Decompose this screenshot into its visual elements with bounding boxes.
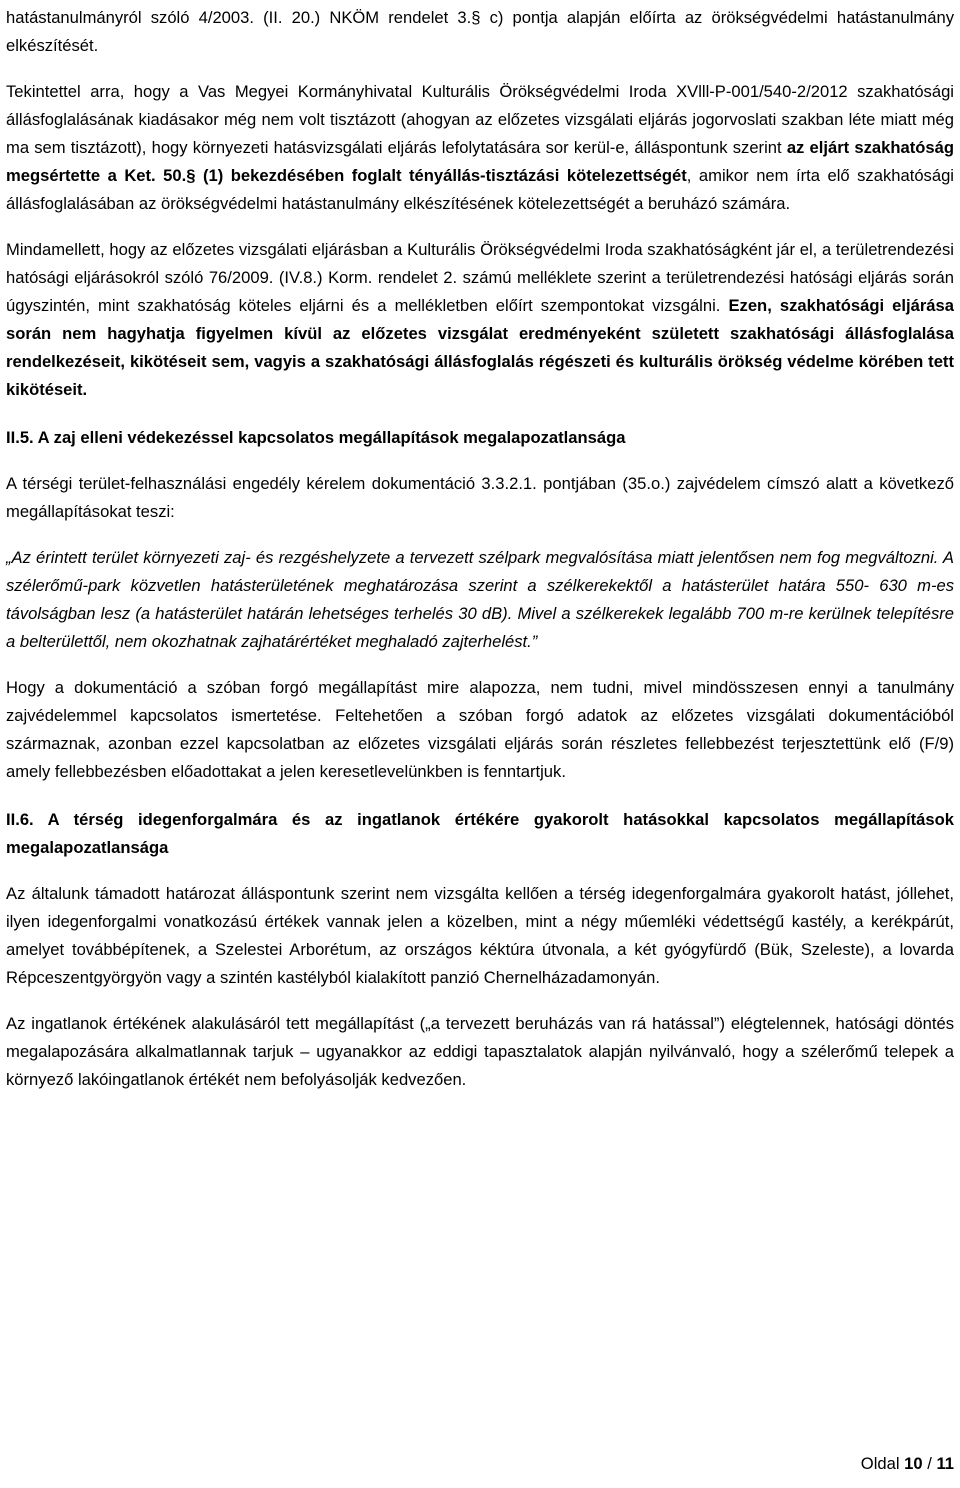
footer-page-total: 11 [936,1454,954,1473]
paragraph-2-text-a: Tekintettel arra, hogy a Vas Megyei Kormányhivatal Kulturális Örökségvédelmi Iroda XVlll-P-001/540-2/2012 szakhatósági állásfoglalásának kiadásakor még nem volt tisztázott (ahogyan az előzetes vizsgálati eljárás jogorvoslati szakban léte miatt még ma sem tisztázott), hogy környezeti hatásvizsgálati eljárás lefolytatására sor kerül-e, álláspontunk szerint [6,82,954,157]
section-number-ii-5: II.5. [6,428,38,447]
page-footer [861,1450,954,1478]
paragraph-3 [6,236,954,404]
paragraph-2 [6,78,954,218]
paragraph-6: Hogy a dokumentáció a szóban forgó megállapítást mire alapozza, nem tudni, mivel mindösszesen ennyi a tanulmány zajvédelemmel kapcsolatos ismertetése. Feltehetően a szóban forgó adatok az előzetes vizsgálati dokumentációból származnak, azonban ezzel kapcsolatban az előzetes vizsgálati eljárás során részletes fellebbezést terjesztettünk elő (F/9) amely fellebbezésben előadottakat a jelen keresetlevelünkben is fenntartjuk. [6,678,954,781]
paragraph-8: Az ingatlanok értékének alakulásáról tett megállapítást („a tervezett beruházás van rá hatással”) elégtelennek, hatósági döntés megalapozására alkalmatlannak tarjuk – ugyanakkor az eddigi tapasztalatok alapján nyilvánvaló, hogy a szélerőmű telepek a környező lakóingatlanok értékét nem befolyásolják kedvezően. [6,1014,954,1089]
quoted-passage: „Az érintett terület környezeti zaj- és rezgéshelyzete a tervezett szélpark megvalósítása miatt jelentősen nem fog megváltozni. A szélerőmű-park közvetlen hatásterületének meghatározása szerint a szélkerekektől a hatásterület határa 550- 630 m-es távolságban lesz (a hatásterület határán lehetséges terhelés 30 dB). Mivel a szélkerekek legalább 700 m-re kerülnek telepítésre a belterülettől, nem okozhatnak zajhatárértéket meghaladó zajterhelést.” [6,548,954,651]
document-body [6,4,954,1094]
section-heading-ii-6: II.6. A térség idegenforgalmára és az ingatlanok értékére gyakorolt hatásokkal kapcsolatos megállapítások megalapozatlansága [6,810,954,857]
footer-page-number: 10 [904,1454,923,1473]
paragraph-4: A térségi terület-felhasználási engedély kérelem dokumentáció 3.3.2.1. pontjában (35.o.) zajvédelem címszó alatt a következő megállapításokat teszi: [6,474,954,521]
section-title-ii-5: A zaj elleni védekezéssel kapcsolatos megállapítások megalapozatlansága [37,428,626,447]
footer-label: Oldal [860,1454,905,1473]
section-heading-ii-5 [6,424,954,452]
paragraph-3-bold: Ezen, szakhatósági eljárása során nem hagyhatja figyelmen kívül az előzetes vizsgálat eredményeként született szakhatósági állásfoglalása rendelkezéseit, kikötéseit sem, vagyis a szakhatósági állásfoglalás régészeti és kulturális örökség védelme körében tett kikötéseit. [6,296,954,399]
paragraph-1: hatástanulmányról szóló 4/2003. (II. 20.) NKÖM rendelet 3.§ c) pontja alapján előírta az örökségvédelmi hatástanulmány elkészítését. [6,8,954,55]
footer-separator: / [922,1454,937,1473]
paragraph-3-text: Mindamellett, hogy az előzetes vizsgálati eljárásban a Kulturális Örökségvédelmi Iroda szakhatóságként jár el, a területrendezési hatósági eljárásokról szóló 76/2009. (IV.8.) Korm. rendelet 2. számú melléklete szerint a területrendezési hatósági eljárás során úgyszintén, mint szakhatóság köteles eljárni és a mellékletben előírt szempontokat vizsgálni. [6,240,954,315]
paragraph-2-bold: az eljárt szakhatóság megsértette a Ket. 50.§ (1) bekezdésében foglalt tényállás-tisztázási kötelezettségét [6,138,954,185]
paragraph-7: Az általunk támadott határozat álláspontunk szerint nem vizsgálta kellően a térség idegenforgalmára gyakorolt hatást, jóllehet, ilyen idegenforgalmi vonatkozású értékek vannak jelen a közelben, mint a négy műemléki védettségű kastély, a kerékpárút, amelyet továbbépítenek, a Szelestei Arborétum, az országos kéktúra útvonala, a két gyógyfürdő (Bük, Szeleste), a lovarda Répceszentgyörgyön vagy a szintén kastélyból kialakított panzió Chernelházadamonyán. [6,884,954,987]
paragraph-2-text-c: , amikor nem írta elő szakhatósági állásfoglalásában az örökségvédelmi hatástanulmány elkészítésének kötelezettségét a beruházó számára. [6,166,954,213]
